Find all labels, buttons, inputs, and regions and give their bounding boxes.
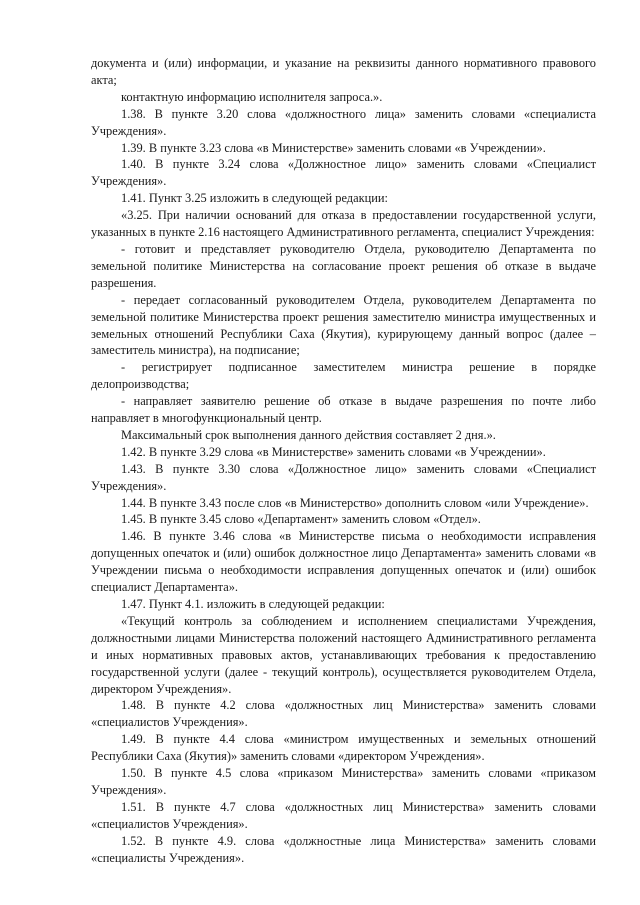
paragraph-17: 1.46. В пункте 3.46 слова «в Министерстве письма о необходимости исправления допущенных опечаток и (или) ошибок должностное лицо Департамента» заменить словами «в Учреждении письма о необходимости исправления допущенных опечаток и (или) ошибок специалист Департамента». [91,529,596,595]
paragraph-21: 1.49. В пункте 4.4 слова «министром имущественных и земельных отношений Республики Саха (Якутия)» заменить словами «директором Учреждения». [91,732,596,764]
paragraph-6: 1.41. Пункт 3.25 изложить в следующей редакции: [121,191,388,206]
paragraph-7: «3.25. При наличии оснований для отказа в предоставлении государственной услуги, указанных в пункте 2.16 настоящего Административного регламента, специалист Учреждения: [91,208,596,240]
paragraph-16: 1.45. В пункте 3.45 слово «Департамент» заменить словом «Отдел». [121,512,481,527]
paragraph-3: 1.38. В пункте 3.20 слова «должностного лица» заменить словами «специалиста Учреждения». [91,106,596,138]
document-page [91,55,596,867]
paragraph-22: 1.50. В пункте 4.5 слова «приказом Министерства» заменить словами «приказом Учреждения». [91,766,596,797]
paragraph-10: - регистрирует подписанное заместителем министра решение в порядке делопроизводства; [91,360,596,392]
paragraph-9: - передает согласованный руководителем Отдела, руководителем Департамента по земельной политике Министерства проект решения заместителю министра имущественных и земельных отношений Республики Саха (Якутия), курирующему данный вопрос (далее – заместитель министра), на подписание; [91,292,596,358]
paragraph-18: 1.47. Пункт 4.1. изложить в следующей редакции: [121,597,385,611]
paragraph-2: контактную информацию исполнителя запроса.». [121,89,383,104]
paragraph-5: 1.40. В пункте 3.24 слова «Должностное лицо» заменить словами «Специалист Учреждения». [91,157,596,189]
paragraph-14: 1.43. В пункте 3.30 слова «Должностное лицо» заменить словами «Специалист Учреждения». [91,461,596,493]
paragraph-8: - готовит и представляет руководителю Отдела, руководителю Департамента по земельной политике Министерства на согласование проект решения об отказе в выдаче разрешения. [91,241,596,290]
paragraph-20: 1.48. В пункте 4.2 слова «должностных лиц Министерства» заменить словами «специалистов Учреждения». [91,698,596,730]
paragraph-13: 1.42. В пункте 3.29 слова «в Министерстве» заменить словами «в Учреждении». [121,444,546,459]
paragraph-19: «Текущий контроль за соблюдением и исполнением специалистами Учреждения, должностными лицами Министерства положений настоящего Административного регламента и иных нормативных правовых актов, устанавливающих требования к предоставлению государственной услуги (далее - текущий контроль), осуществляется руководителем Отдела, директором Учреждения». [91,613,596,696]
paragraph-11: - направляет заявителю решение об отказе в выдаче разрешения по почте либо направляет в многофункциональный центр. [91,394,596,426]
paragraph-24: 1.52. В пункте 4.9. слова «должностные лица Министерства» заменить словами «специалисты Учреждения». [91,833,596,865]
paragraph-1: документа и (или) информации, и указание на реквизиты данного нормативного правового акта; [91,56,596,87]
paragraph-4: 1.39. В пункте 3.23 слова «в Министерстве» заменить словами «в Учреждении». [121,140,546,155]
paragraph-15: 1.44. В пункте 3.43 после слов «в Министерство» дополнить словом «или Учреждение». [121,495,589,510]
paragraph-12: Максимальный срок выполнения данного действия составляет 2 дня.». [121,427,496,442]
paragraph-23: 1.51. В пункте 4.7 слова «должностных лиц Министерства» заменить словами «специалистов Учреждения». [91,799,596,831]
